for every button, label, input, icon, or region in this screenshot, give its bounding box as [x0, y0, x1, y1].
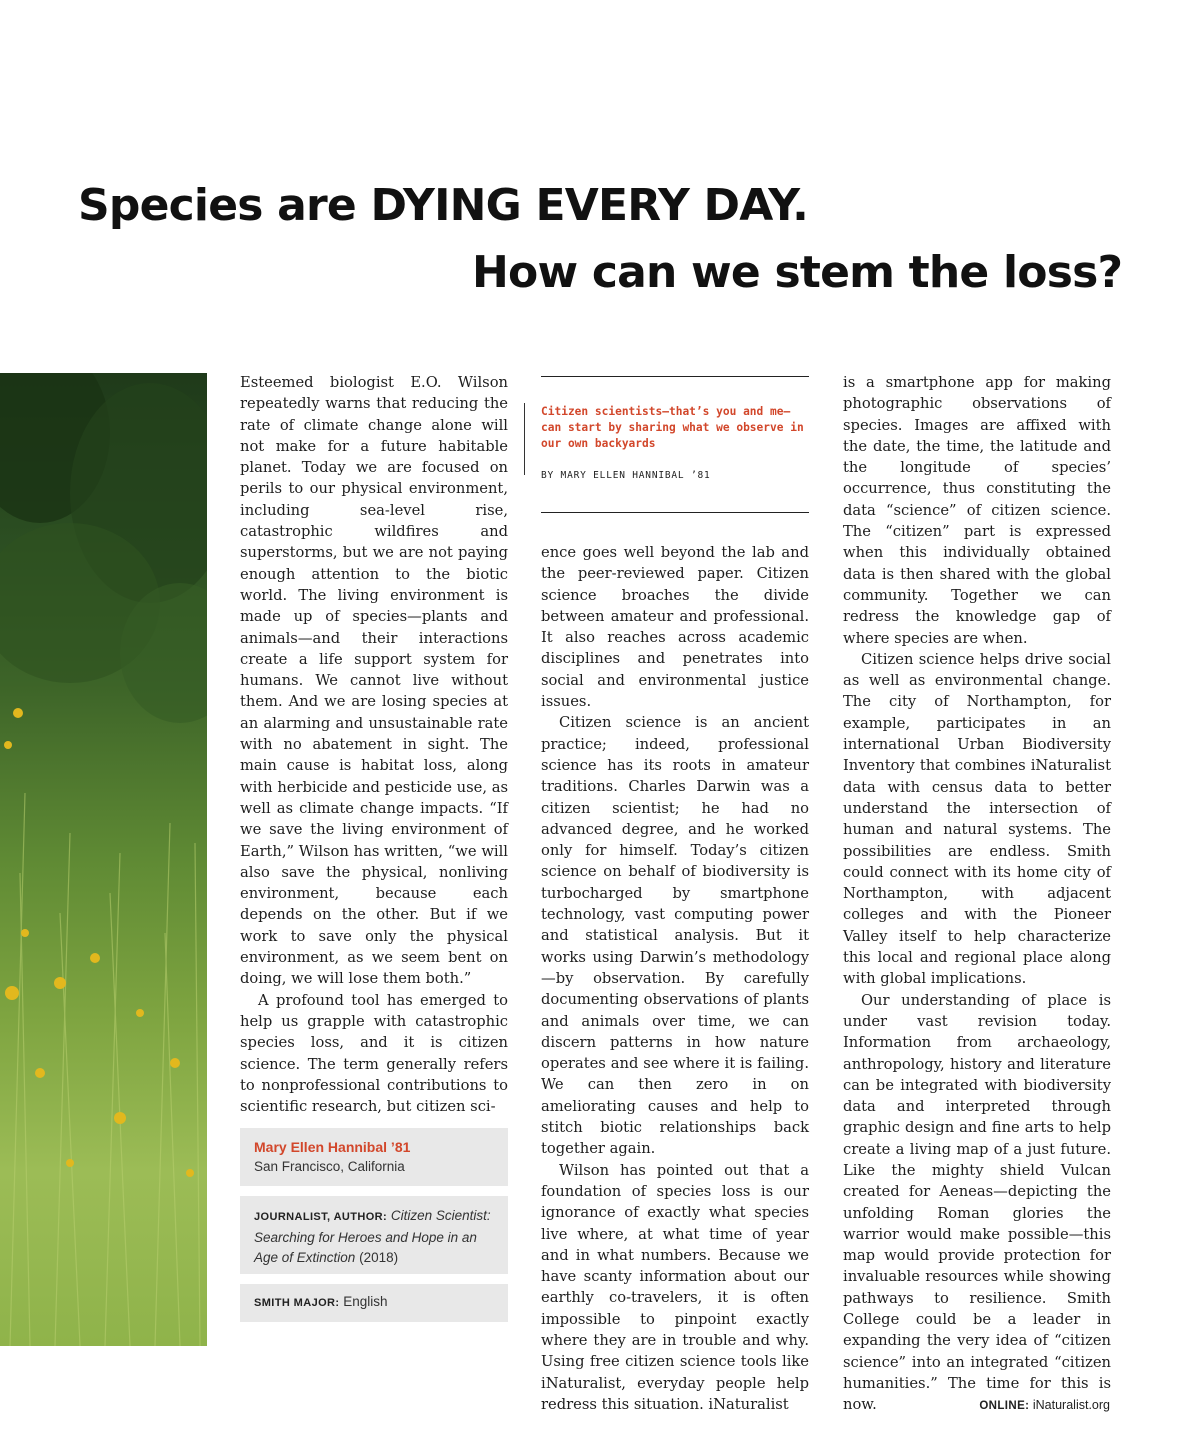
author-name-box [240, 1128, 508, 1186]
author-role-box [240, 1196, 508, 1274]
byline: BY MARY ELLEN HANNIBAL ’81 [541, 470, 711, 481]
headline-line-2: How can we stem the loss? [472, 247, 1123, 298]
pull-quote-rule [524, 403, 525, 475]
book-title: Citizen Scientist: Searching for Heroes and Hope in an Age of Extinction [254, 1208, 491, 1265]
meadow-photo [0, 373, 207, 1346]
article-column-2 [541, 542, 809, 1415]
major-label: SMITH MAJOR: [254, 1297, 340, 1309]
author-major-box [240, 1284, 508, 1322]
book-year: (2018) [359, 1250, 399, 1265]
role-label: JOURNALIST, AUTHOR: [254, 1211, 388, 1223]
online-link[interactable]: iNaturalist.org [1032, 1398, 1110, 1412]
article-column-1 [240, 372, 508, 1117]
paragraph: A profound tool has emerged to help us grapple with catastrophic species loss, and it is citizen science. The term generally refers to nonprofessional contributions to scientific research, but citizen sci- [240, 991, 508, 1116]
paragraph: ence goes well beyond the lab and the peer-reviewed paper. Citizen science broaches the divide between amateur and professional. It also reaches across academic disciplines and penetrates into social and environmental justice issues. [541, 544, 809, 711]
headline-line-1: Species are DYING EVERY DAY. [78, 180, 808, 231]
pull-quote-text: Citizen scientists—that’s you and me—can start by sharing what we observe in our own backyards [541, 405, 804, 450]
author-name: Mary Ellen Hannibal ’81 [254, 1139, 411, 1155]
paragraph: Esteemed biologist E.O. Wilson repeatedly warns that reducing the rate of climate change alone will not make for a future habitable planet. Today we are focused on perils to our physical environment, including sea-level rise, catastrophic wildfires and superstorms, but we are not paying enough attention to the biotic world. The living environment is made up of species—plants and animals—and their interactions create a life support system for humans. We cannot live without them. And we are losing species at an alarming and unsustainable rate with no abatement in sight. The main cause is habitat loss, along with herbicide and pesticide use, as well as climate change impacts. “If we save the living environment of Earth,” Wilson has written, “we will also save the physical, nonliving environment, because each depends on the other. But if we work to save only the physical environment, as we seem bent on doing, we will lose them both.” [240, 374, 508, 988]
online-label: ONLINE: [979, 1400, 1030, 1412]
paragraph: is a smartphone app for making photographic observations of species. Images are affixed with the date, the time, the latitude and the longitude of species’ occurrence, thus constituting the data “science” of citizen science. The “citizen” part is expressed when this individually obtained data is then shared with the global community. Together we can redress the knowledge gap of where species are when. [843, 374, 1111, 647]
author-location: San Francisco, California [254, 1159, 405, 1174]
pull-quote-block [541, 376, 809, 513]
major-value: English [343, 1294, 388, 1309]
online-footer [979, 1398, 1110, 1412]
article-column-3 [843, 372, 1111, 1416]
meadow-illustration [0, 373, 207, 1346]
paragraph: Our understanding of place is under vast revision today. Information from archaeology, anthropology, history and literature can be integrated with biodiversity data and interpreted through graphic design and fine arts to help create a living map of a just future. Like the mighty shield Vulcan created for Aeneas—depicting the unfolding Roman glories the warrior would make possible—this map would provide protection for invaluable resources while showing pathways to resilience. Smith College could be a leader in expanding the very idea of “citizen science” into an integrated “citizen humanities.” The time for this is now. [843, 991, 1111, 1414]
paragraph: Citizen science is an ancient practice; indeed, professional science has its roots in amateur traditions. Charles Darwin was a citizen scientist; he had no advanced degree, and he worked only for himself. Today’s citizen science on behalf of biodiversity is turbocharged by smartphone technology, vast computing power and statistical analysis. But it works using Darwin’s methodology—by observation. By carefully documenting observations of plants and animals over time, we can discern patterns in how nature operates and see where it is failing. We can then zero in on ameliorating causes and help to stitch biotic relationships back together again. [541, 714, 809, 1158]
paragraph: Wilson has pointed out that a foundation of species loss is our ignorance of exactly what species live where, at what time of year and in what numbers. Because we have scanty information about our earthly co-travelers, it is often impossible to pinpoint exactly where they are in trouble and why. Using free citizen science tools like iNaturalist, everyday people help redress this situation. iNaturalist [541, 1161, 809, 1413]
paragraph: Citizen science helps drive social as well as environmental change. The city of Northampton, for example, participates in an international Urban Biodiversity Inventory that combines iNaturalist data with census data to better understand the intersection of human and natural systems. The possibilities are endless. Smith could connect with its home city of Northampton, with adjacent colleges and with the Pioneer Valley itself to help characterize this local and regional place along with global implications. [843, 650, 1111, 988]
